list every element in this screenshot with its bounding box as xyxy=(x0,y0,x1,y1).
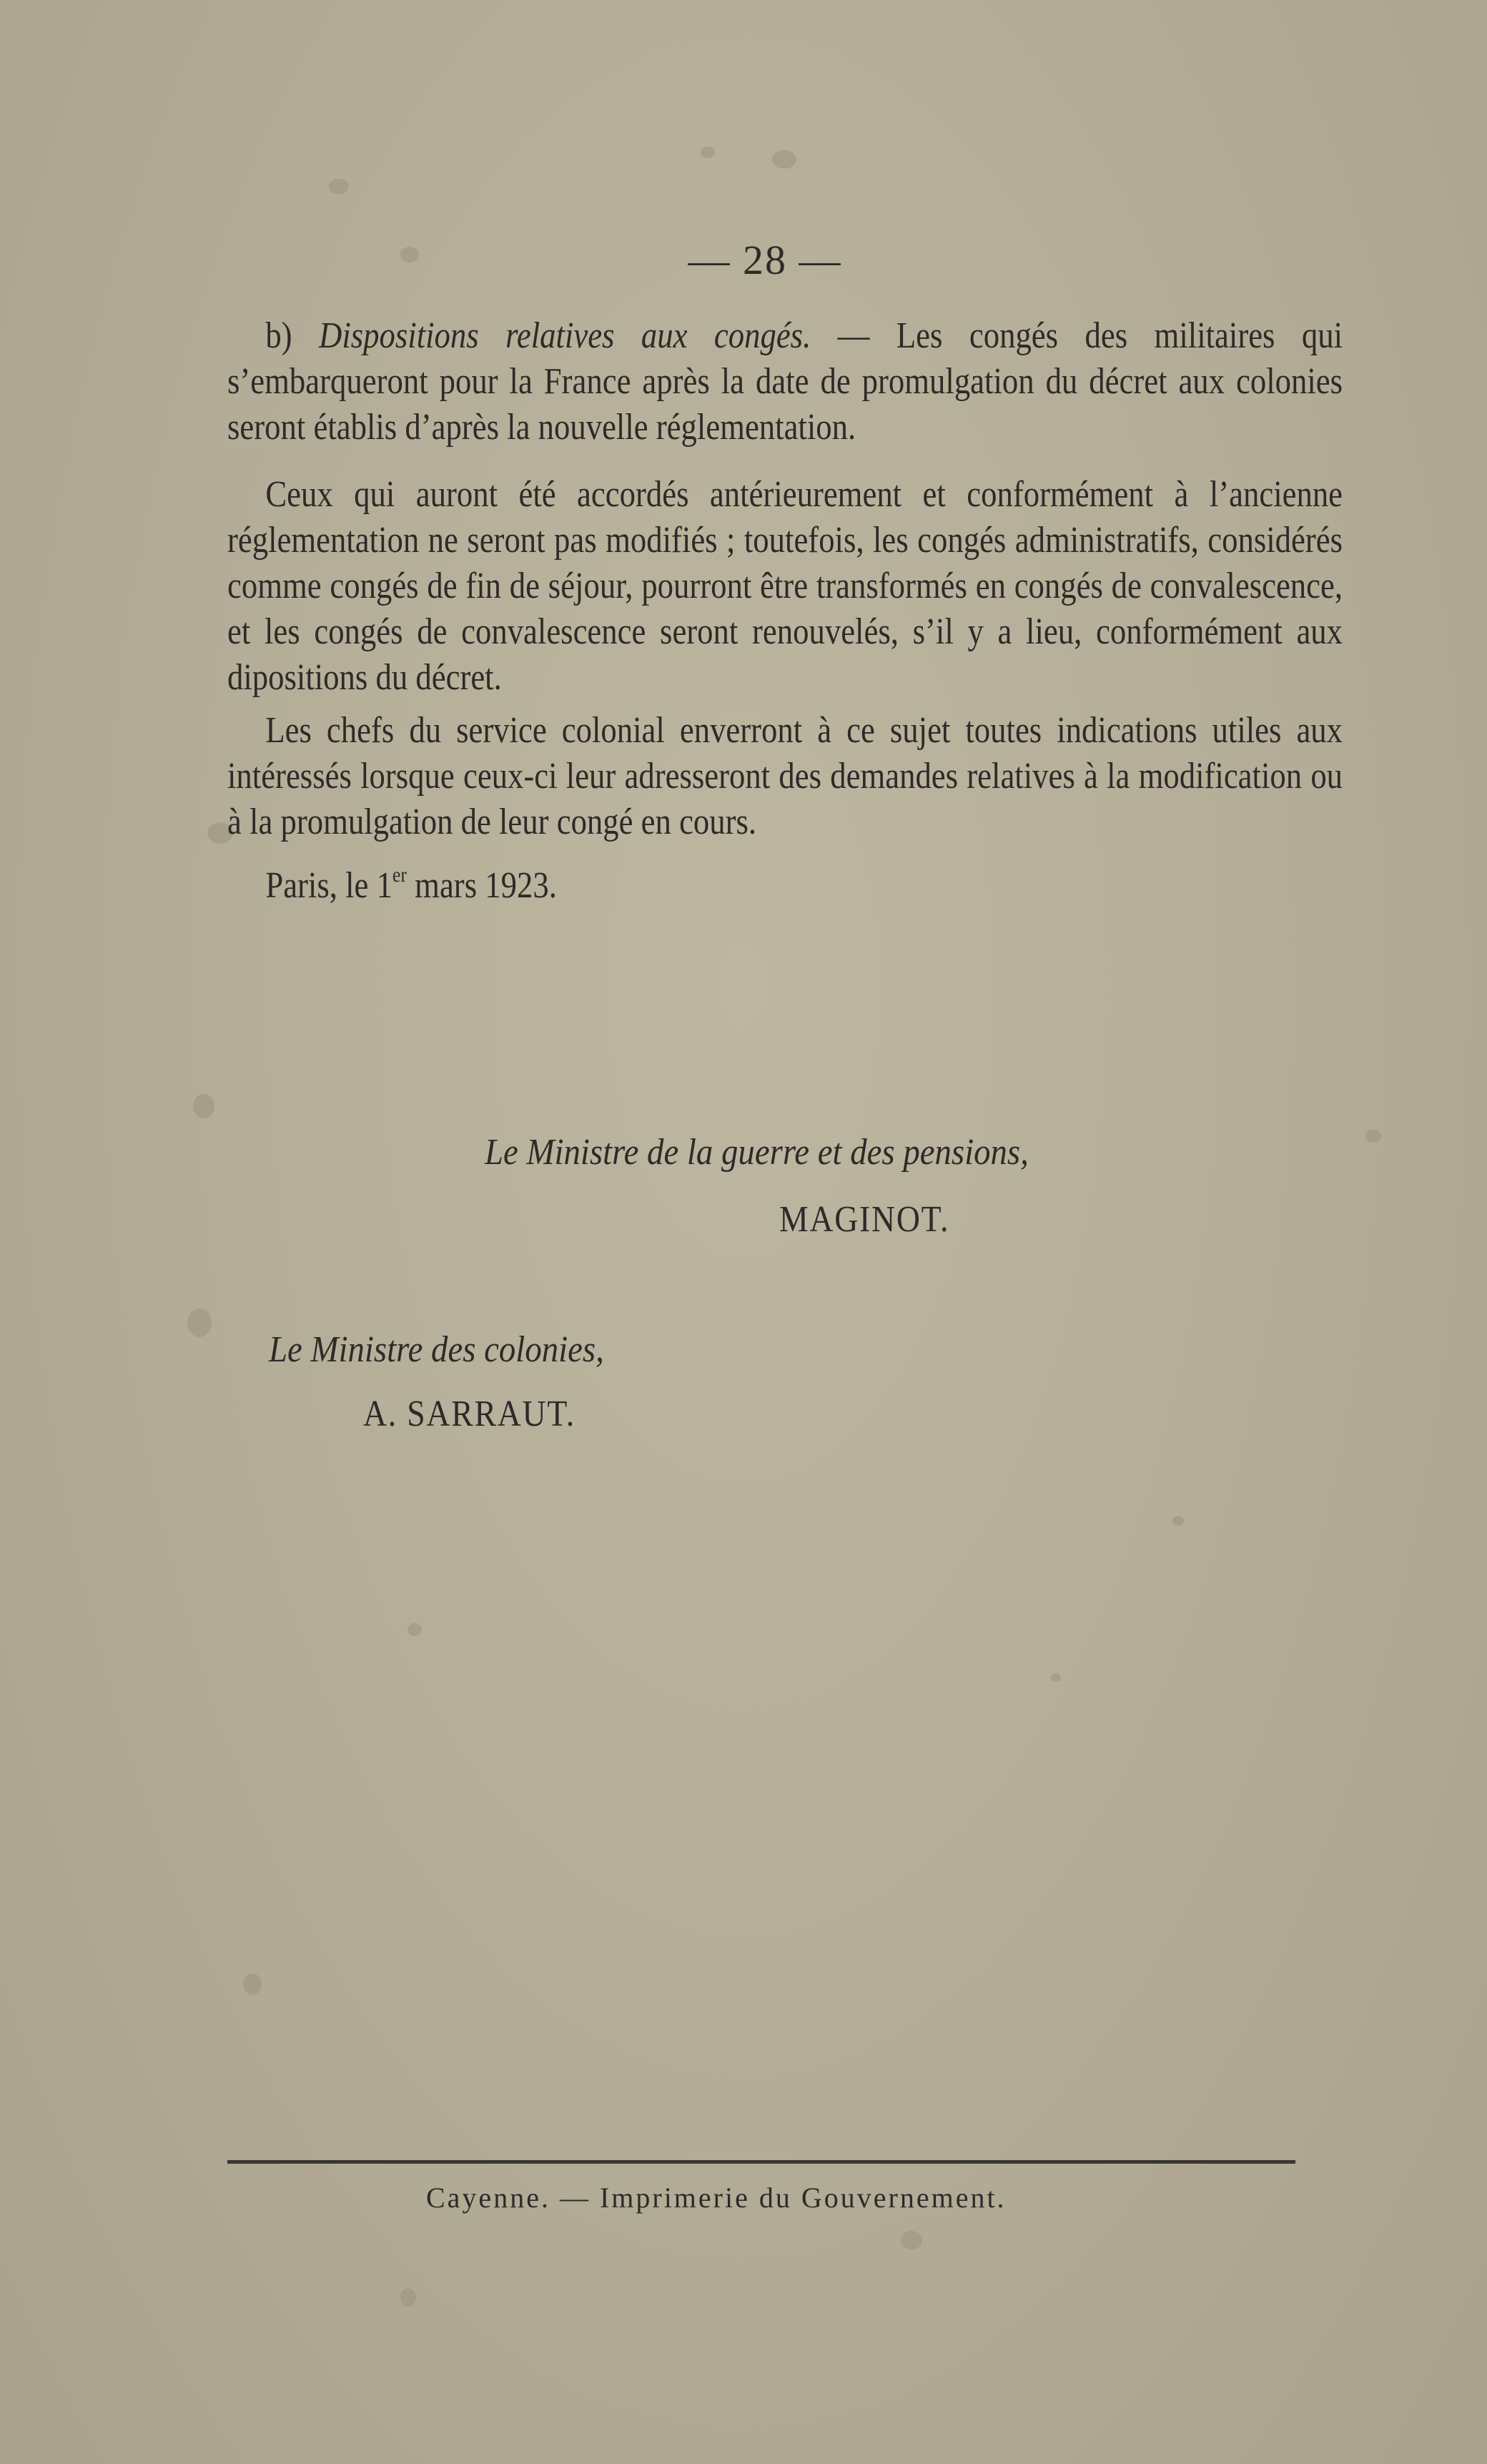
war-minister-title: Le Ministre de la guerre et des pensions, xyxy=(485,1132,1029,1173)
colonies-minister-name: A. SARRAUT. xyxy=(363,1394,575,1434)
paper-speck xyxy=(1365,1130,1381,1143)
paragraph-2: Ceux qui auront été accordés antérieurement et conformément à l’ancienne réglementation ne seront pas modifiés ; toutefois, les congés administratifs, considérés comme congés de fin de séjour, pourront être transformés en congés de convalescence, et les congés de convalescence seront renouvelés, s’il y a lieu, conformément aux dipositions du décret. xyxy=(227,474,1343,698)
section-b-paragraph xyxy=(227,313,1343,450)
paper-speck xyxy=(193,1094,214,1118)
paper-speck xyxy=(772,150,796,169)
colonies-minister-title: Le Ministre des colonies, xyxy=(269,1329,604,1370)
section-b-text: Les congés des militaires qui s’embarqueront pour la France après la date de promulgation du décret aux colonies seront établis d’après la nouvelle réglementation. xyxy=(227,315,1343,448)
paper-speck xyxy=(243,1973,262,1995)
section-b-dash: — xyxy=(811,315,896,356)
footer-rule xyxy=(227,2160,1295,2164)
page-number: — 28 — xyxy=(688,237,842,283)
section-b-lead: b) xyxy=(265,315,292,356)
paper-speck xyxy=(407,1623,422,1636)
paper-speck xyxy=(901,2231,922,2249)
paper-speck xyxy=(187,1309,212,1337)
paper-speck xyxy=(400,247,419,262)
dateline-suffix: mars 1923. xyxy=(406,865,557,906)
dateline xyxy=(227,852,1343,909)
paper-speck xyxy=(400,2288,416,2307)
dateline-prefix: Paris, le 1 xyxy=(265,865,392,906)
printer-imprint: Cayenne. — Imprimerie du Gouvernement. xyxy=(426,2182,1007,2214)
section-b-heading: Dispositions relatives aux congés. xyxy=(319,315,811,356)
main-text xyxy=(227,313,1343,909)
main-text-column xyxy=(227,313,1343,909)
war-minister-name: MAGINOT. xyxy=(779,1199,950,1240)
paper-speck xyxy=(1172,1516,1184,1526)
paper-speck xyxy=(1051,1673,1061,1682)
dateline-sup: er xyxy=(392,863,407,887)
paragraph-3: Les chefs du service colonial enverront à ce sujet toutes indications utiles aux intéressés lorsque ceux-ci leur adresseront des demandes relatives à la modification ou à la promulgation de leur congé en cours. xyxy=(227,710,1343,842)
paper-speck xyxy=(329,179,349,194)
paper-speck xyxy=(701,147,715,158)
